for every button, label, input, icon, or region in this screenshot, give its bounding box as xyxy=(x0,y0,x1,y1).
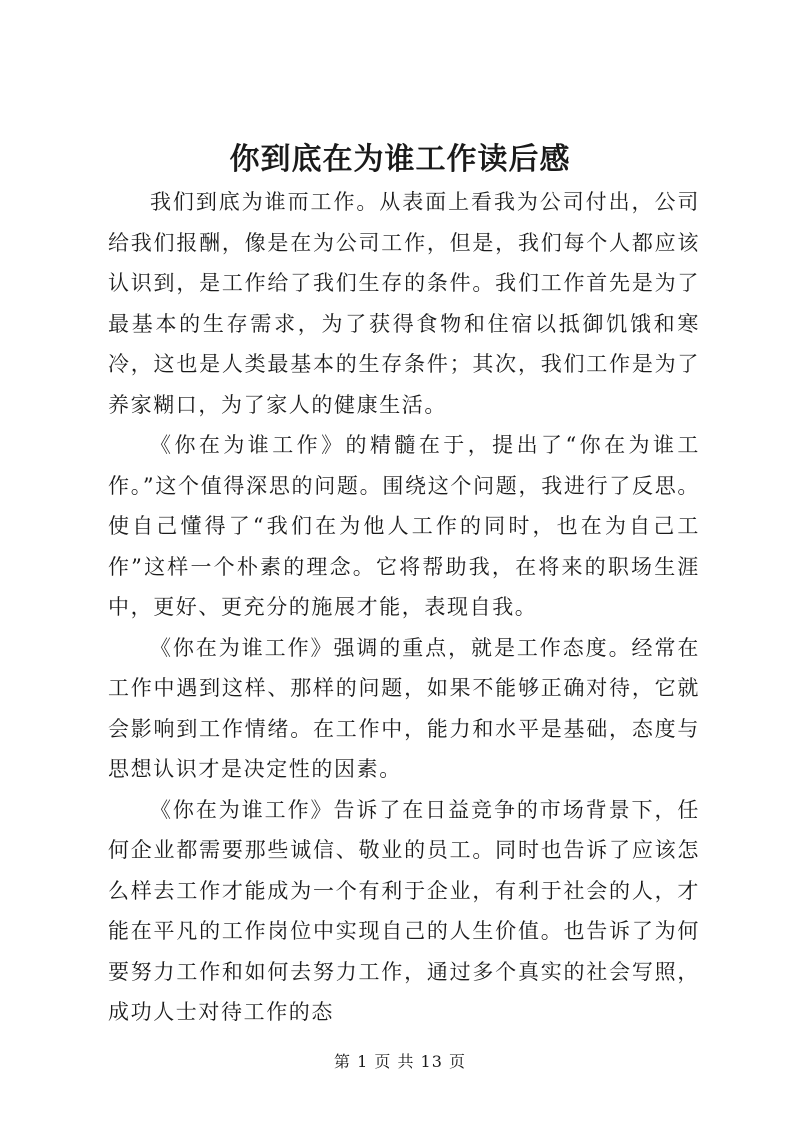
paragraph-3: 《你在为谁工作》强调的重点，就是工作态度。经常在工作中遇到这样、那样的问题，如果不能够正确对待，它就会影响到工作情绪。在工作中，能力和水平是基础，态度与思想认识才是决定性的因素。 xyxy=(108,635,700,781)
paragraph-4: 《你在为谁工作》告诉了在日益竞争的市场背景下，任何企业都需要那些诚信、敬业的员工。同时也告诉了应该怎么样去工作才能成为一个有利于企业，有利于社会的人，才能在平凡的工作岗位中实现自己的人生价值。也告诉了为何要努力工作和如何去努力工作，通过多个真实的社会写照，成功人士对待工作的态 xyxy=(108,797,700,1024)
paragraph-1: 我们到底为谁而工作。从表面上看我为公司付出，公司给我们报酬，像是在为公司工作，但是，我们每个人都应该认识到，是工作给了我们生存的条件。我们工作首先是为了最基本的生存需求，为了获得食物和住宿以抵御饥饿和寒冷，这也是人类最基本的生存条件；其次，我们工作是为了养家糊口，为了家人的健康生活。 xyxy=(108,190,700,417)
paragraph-2: 《你在为谁工作》的精髓在于，提出了“你在为谁工作。”这个值得深思的问题。围绕这个问题，我进行了反思。使自己懂得了“我们在为他人工作的同时，也在为自己工作”这样一个朴素的理念。它将帮助我，在将来的职场生涯中，更好、更充分的施展才能，表现自我。 xyxy=(108,433,700,619)
document-title: 你到底在为谁工作读后感 xyxy=(229,142,571,177)
page-number-footer: 第 1 页 共 13 页 xyxy=(334,1052,466,1071)
document-body xyxy=(108,182,700,1033)
